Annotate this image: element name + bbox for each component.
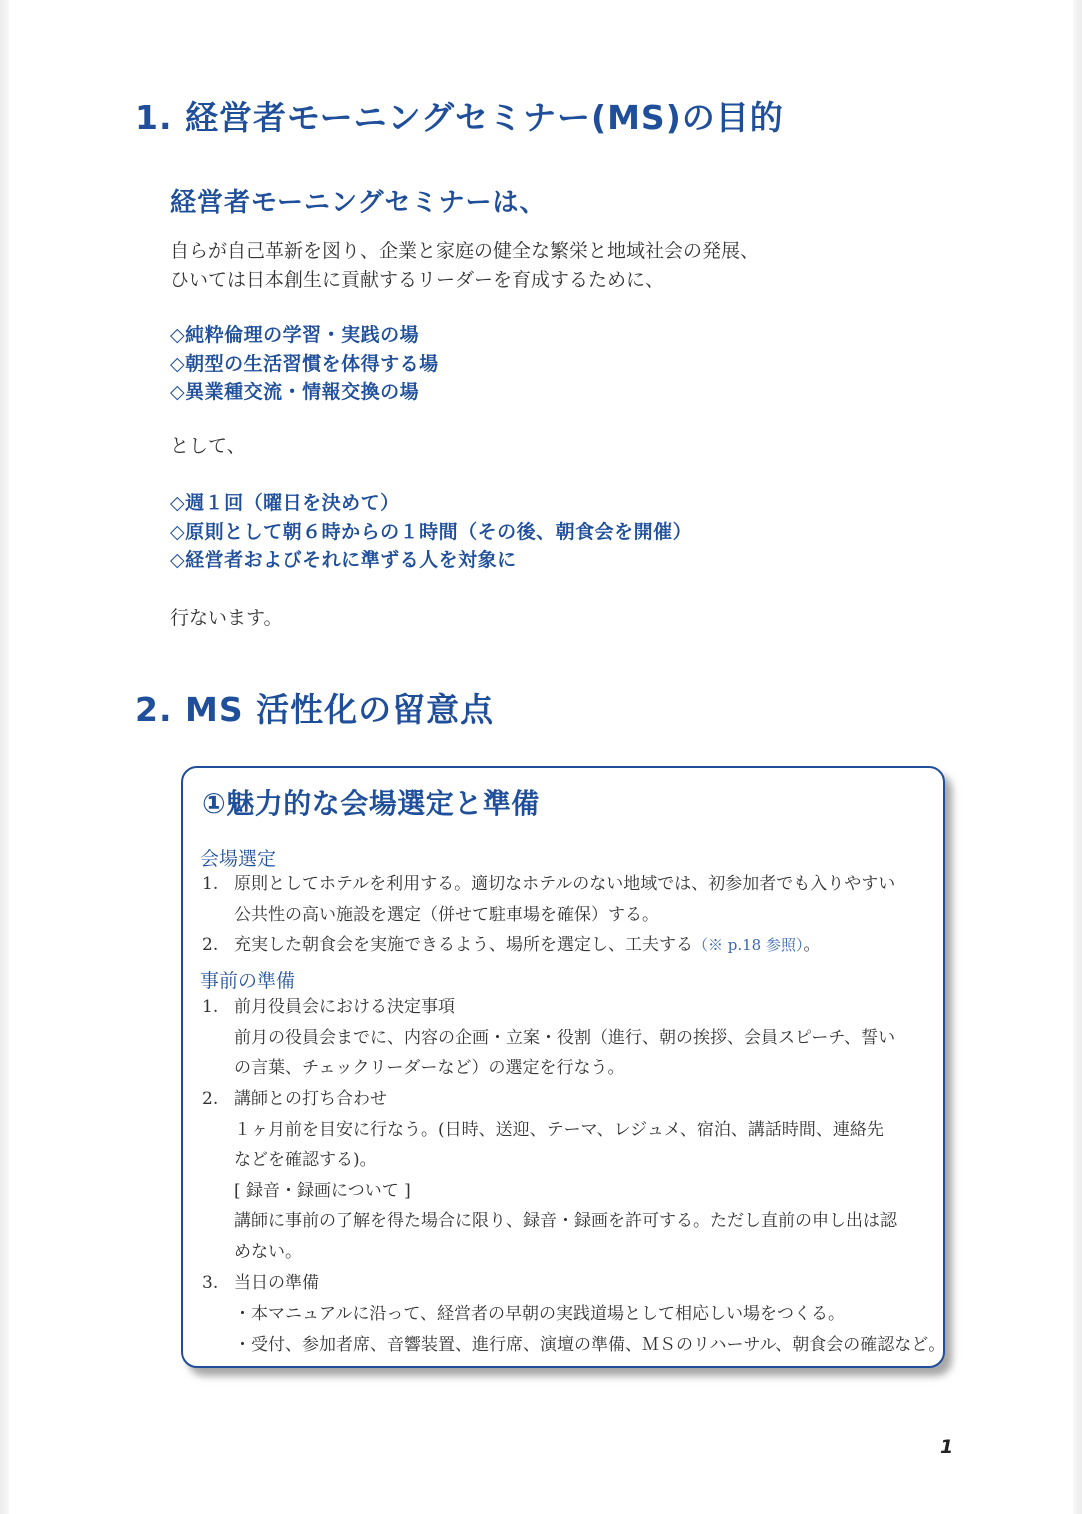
as-text: として、 — [170, 435, 246, 457]
venue-item — [202, 930, 931, 961]
day-bullet: ・本マニュアルに沿って、経営者の早朝の実践道場として相応しい場をつくる。 — [234, 1304, 845, 1324]
item-line: などを確認する)。 — [234, 1150, 377, 1170]
venue-heading: 会場選定 — [200, 848, 277, 870]
item-text: 充実した朝食会を実施できるよう、場所を選定し、工夫する — [234, 935, 693, 955]
item-line — [234, 930, 931, 961]
item-line: の言葉、チェックリーダーなど）の選定を行なう。 — [234, 1058, 625, 1078]
item-number: 3. — [202, 1273, 219, 1293]
closing-text: 行ないます。 — [170, 607, 283, 629]
item-number: 1. — [202, 874, 219, 894]
prep-item — [202, 1268, 931, 1299]
item-line: 当日の準備 — [234, 1273, 319, 1293]
condition-item: ◇経営者およびそれに準ずる人を対象に — [170, 549, 517, 571]
item-line: 講師との打ち合わせ — [234, 1089, 387, 1109]
page-reference: （※ p.18 参照） — [693, 936, 804, 954]
prep-item — [202, 992, 931, 1084]
purpose-item: ◇異業種交流・情報交換の場 — [170, 381, 420, 403]
item-line: １ヶ月前を目安に行なう。(日時、送迎、テーマ、レジュメ、宿泊、講話時間、連絡先 — [234, 1119, 884, 1140]
item-line: 公共性の高い施設を選定（併せて駐車場を確保）する。 — [234, 904, 659, 925]
day-bullet: ・受付、参加者席、音響装置、進行席、演壇の準備、ＭＳのリハーサル、朝食会の確認など。 — [234, 1335, 946, 1355]
section-1-subheading: 経営者モーニングセミナーは、 — [170, 188, 547, 218]
intro-text — [170, 237, 759, 295]
item-end: 。 — [803, 935, 821, 955]
section-2-heading: 2. MS 活性化の留意点 — [135, 690, 495, 729]
purpose-list — [170, 321, 439, 407]
purpose-item: ◇純粋倫理の学習・実践の場 — [170, 324, 420, 346]
day-bullet-list — [234, 1299, 945, 1361]
item-line: 前月役員会における決定事項 — [234, 997, 455, 1017]
prep-item — [202, 1084, 931, 1267]
item-line: 原則としてホテルを利用する。適切なホテルのない地域では、初参加者でも入りやすい — [234, 874, 896, 894]
condition-item: ◇原則として朝６時からの１時間（その後、朝食会を開催） — [170, 520, 693, 543]
condition-item: ◇週１回（曜日を決めて） — [170, 492, 400, 514]
page-number: 1 — [940, 1436, 954, 1458]
item-line: 講師に事前の了解を得た場合に限り、録音・録画を許可する。ただし直前の申し出は認 — [234, 1211, 897, 1231]
condition-list — [170, 489, 692, 575]
item-number: 1. — [202, 997, 219, 1017]
page-edge-left — [0, 0, 9, 1514]
section-1-heading: 1. 経営者モーニングセミナー(MS)の目的 — [135, 98, 784, 137]
venue-preparation-box — [181, 766, 945, 1368]
item-number: 2. — [202, 1089, 219, 1109]
item-line: [ 録音・録画について ] — [234, 1180, 411, 1201]
intro-line: 自らが自己革新を図り、企業と家庭の健全な繁栄と地域社会の発展、 — [170, 240, 760, 262]
item-line: 前月の役員会までに、内容の企画・立案・役割（進行、朝の挨拶、会員スピーチ、誓い — [234, 1027, 896, 1048]
item-number: 2. — [202, 935, 219, 955]
page-edge-right — [1073, 0, 1082, 1514]
intro-line: ひいては日本創生に貢献するリーダーを育成するために、 — [170, 269, 665, 291]
prep-heading: 事前の準備 — [200, 970, 296, 992]
item-line: めない。 — [234, 1241, 302, 1262]
purpose-item: ◇朝型の生活習慣を体得する場 — [170, 352, 439, 375]
venue-item — [202, 869, 931, 930]
box-title: ①魅力的な会場選定と準備 — [202, 787, 540, 820]
